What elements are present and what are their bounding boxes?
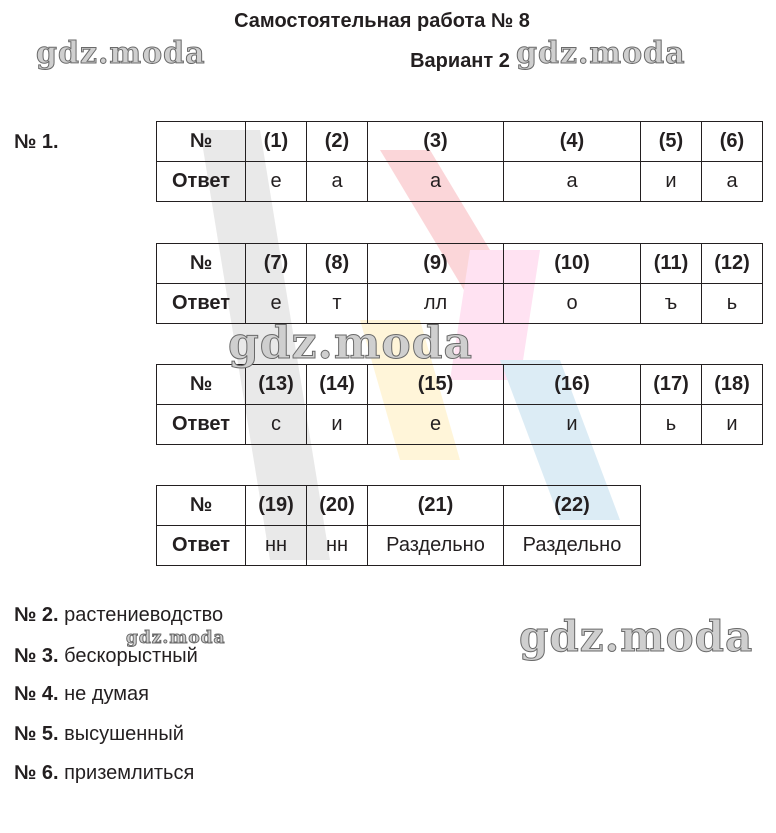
page-title: Самостоятельная работа № 8 xyxy=(234,10,530,32)
cell-number: (13) xyxy=(246,365,307,405)
cell-number: (9) xyxy=(368,244,504,284)
answer-text: бескорыстный xyxy=(64,645,198,667)
cell-answer: и xyxy=(702,405,763,445)
cell-answer: а xyxy=(368,162,504,202)
cell-answer: нн xyxy=(246,526,307,566)
cell-answer: о xyxy=(504,284,641,324)
answer-text: высушенный xyxy=(64,723,184,745)
answer-label: № 6. xyxy=(14,762,59,784)
cell-answer: ъ xyxy=(641,284,702,324)
cell-answer: а xyxy=(307,162,368,202)
number-header: № xyxy=(157,486,246,526)
watermark-logo: gdz.moda xyxy=(516,36,686,71)
cell-number: (3) xyxy=(368,122,504,162)
answer-table-1 xyxy=(156,121,763,202)
table-row xyxy=(157,162,763,202)
cell-number: (1) xyxy=(246,122,307,162)
table-row xyxy=(157,526,641,566)
table-row xyxy=(157,365,763,405)
watermark-logo: gdz.moda xyxy=(519,612,754,661)
cell-answer: Раздельно xyxy=(504,526,641,566)
cell-number: (10) xyxy=(504,244,641,284)
cell-number: (7) xyxy=(246,244,307,284)
cell-number: (6) xyxy=(702,122,763,162)
answer-table-4 xyxy=(156,485,641,566)
watermark-logo: gdz.moda xyxy=(228,318,474,369)
table-row xyxy=(157,486,641,526)
cell-number: (18) xyxy=(702,365,763,405)
cell-answer: и xyxy=(504,405,641,445)
cell-answer: т xyxy=(307,284,368,324)
answer-line xyxy=(14,645,198,668)
cell-number: (15) xyxy=(368,365,504,405)
cell-number: (22) xyxy=(504,486,641,526)
cell-answer: с xyxy=(246,405,307,445)
table-row xyxy=(157,405,763,445)
number-header: № xyxy=(157,365,246,405)
cell-answer: е xyxy=(246,284,307,324)
cell-number: (20) xyxy=(307,486,368,526)
answer-line xyxy=(14,723,184,746)
answer-text: растениеводство xyxy=(64,604,224,626)
answer-table-2 xyxy=(156,243,763,324)
cell-answer: нн xyxy=(307,526,368,566)
task-1-label: № 1. xyxy=(14,131,59,153)
cell-number: (8) xyxy=(307,244,368,284)
cell-answer: и xyxy=(307,405,368,445)
answer-label: № 3. xyxy=(14,645,59,667)
answer-text: не думая xyxy=(64,683,149,705)
answer-header: Ответ xyxy=(157,284,246,324)
variant-title: Вариант 2 xyxy=(410,50,510,72)
cell-answer: и xyxy=(641,162,702,202)
watermark-logo: gdz.moda xyxy=(36,36,206,71)
answer-table-3 xyxy=(156,364,763,445)
answer-header: Ответ xyxy=(157,405,246,445)
answer-label: № 5. xyxy=(14,723,59,745)
cell-answer: ь xyxy=(702,284,763,324)
cell-number: (17) xyxy=(641,365,702,405)
answer-line xyxy=(14,683,149,706)
answer-line xyxy=(14,604,223,627)
answer-label: № 4. xyxy=(14,683,59,705)
cell-number: (2) xyxy=(307,122,368,162)
answer-label: № 2. xyxy=(14,604,59,626)
cell-answer: е xyxy=(246,162,307,202)
answer-header: Ответ xyxy=(157,526,246,566)
cell-number: (19) xyxy=(246,486,307,526)
cell-answer: а xyxy=(702,162,763,202)
answer-text: приземлиться xyxy=(64,762,195,784)
watermark-logo: gdz.moda xyxy=(126,628,226,648)
cell-number: (12) xyxy=(702,244,763,284)
cell-number: (11) xyxy=(641,244,702,284)
answer-header: Ответ xyxy=(157,162,246,202)
cell-answer: а xyxy=(504,162,641,202)
cell-number: (14) xyxy=(307,365,368,405)
table-row xyxy=(157,244,763,284)
cell-answer: е xyxy=(368,405,504,445)
table-row xyxy=(157,122,763,162)
number-header: № xyxy=(157,244,246,284)
answer-line xyxy=(14,762,194,785)
cell-answer: ь xyxy=(641,405,702,445)
cell-number: (16) xyxy=(504,365,641,405)
cell-answer: Раздельно xyxy=(368,526,504,566)
number-header: № xyxy=(157,122,246,162)
cell-number: (21) xyxy=(368,486,504,526)
cell-number: (5) xyxy=(641,122,702,162)
cell-number: (4) xyxy=(504,122,641,162)
cell-answer: лл xyxy=(368,284,504,324)
